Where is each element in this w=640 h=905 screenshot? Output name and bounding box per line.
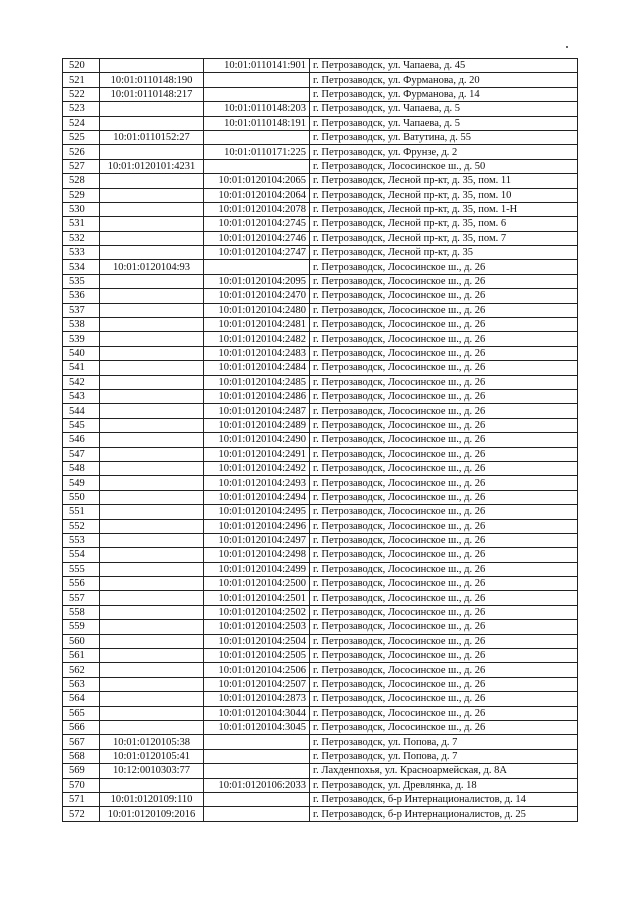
- land-cadastral-cell: [100, 145, 204, 159]
- building-cadastral-cell: 10:01:0120104:2504: [204, 634, 310, 648]
- row-number-cell: 554: [63, 548, 100, 562]
- row-number-cell: 550: [63, 490, 100, 504]
- address-cell: г. Петрозаводск, Лососинское ш., д. 26: [310, 620, 578, 634]
- land-cadastral-cell: [100, 418, 204, 432]
- building-cadastral-cell: 10:01:0120104:2493: [204, 476, 310, 490]
- land-cadastral-cell: 10:01:0120109:2016: [100, 807, 204, 821]
- property-table-body: [63, 59, 578, 822]
- row-number-cell: 563: [63, 677, 100, 691]
- row-number-cell: 548: [63, 461, 100, 475]
- land-cadastral-cell: [100, 433, 204, 447]
- table-row: [63, 476, 578, 490]
- row-number-cell: 568: [63, 749, 100, 763]
- table-row: [63, 548, 578, 562]
- row-number-cell: 533: [63, 246, 100, 260]
- row-number-cell: 549: [63, 476, 100, 490]
- building-cadastral-cell: [204, 87, 310, 101]
- building-cadastral-cell: 10:01:0120104:2497: [204, 533, 310, 547]
- building-cadastral-cell: 10:01:0120104:2498: [204, 548, 310, 562]
- table-row: [63, 649, 578, 663]
- row-number-cell: 569: [63, 764, 100, 778]
- table-row: [63, 202, 578, 216]
- table-row: [63, 505, 578, 519]
- land-cadastral-cell: [100, 59, 204, 73]
- building-cadastral-cell: 10:01:0120106:2033: [204, 778, 310, 792]
- land-cadastral-cell: [100, 447, 204, 461]
- row-number-cell: 567: [63, 735, 100, 749]
- land-cadastral-cell: [100, 490, 204, 504]
- table-row: [63, 764, 578, 778]
- building-cadastral-cell: 10:01:0120104:2487: [204, 404, 310, 418]
- row-number-cell: 537: [63, 303, 100, 317]
- building-cadastral-cell: 10:01:0120104:2507: [204, 677, 310, 691]
- land-cadastral-cell: [100, 663, 204, 677]
- address-cell: г. Петрозаводск, Лососинское ш., д. 50: [310, 159, 578, 173]
- land-cadastral-cell: [100, 620, 204, 634]
- table-row: [63, 433, 578, 447]
- building-cadastral-cell: 10:01:0120104:2746: [204, 231, 310, 245]
- land-cadastral-cell: [100, 692, 204, 706]
- row-number-cell: 556: [63, 577, 100, 591]
- building-cadastral-cell: [204, 260, 310, 274]
- row-number-cell: 541: [63, 361, 100, 375]
- building-cadastral-cell: 10:01:0120104:2490: [204, 433, 310, 447]
- land-cadastral-cell: [100, 346, 204, 360]
- building-cadastral-cell: [204, 130, 310, 144]
- land-cadastral-cell: [100, 202, 204, 216]
- table-row: [63, 577, 578, 591]
- table-row: [63, 389, 578, 403]
- building-cadastral-cell: 10:01:0120104:2494: [204, 490, 310, 504]
- row-number-cell: 553: [63, 533, 100, 547]
- row-number-cell: 562: [63, 663, 100, 677]
- building-cadastral-cell: 10:01:0120104:2496: [204, 519, 310, 533]
- address-cell: г. Петрозаводск, Лососинское ш., д. 26: [310, 433, 578, 447]
- address-cell: г. Петрозаводск, ул. Древлянка, д. 18: [310, 778, 578, 792]
- land-cadastral-cell: [100, 778, 204, 792]
- building-cadastral-cell: 10:01:0120104:2078: [204, 202, 310, 216]
- land-cadastral-cell: [100, 332, 204, 346]
- building-cadastral-cell: 10:01:0120104:3044: [204, 706, 310, 720]
- building-cadastral-cell: 10:01:0120104:2491: [204, 447, 310, 461]
- table-row: [63, 605, 578, 619]
- row-number-cell: 565: [63, 706, 100, 720]
- table-row: [63, 404, 578, 418]
- address-cell: г. Петрозаводск, ул. Чапаева, д. 5: [310, 102, 578, 116]
- building-cadastral-cell: 10:01:0120104:2500: [204, 577, 310, 591]
- address-cell: г. Петрозаводск, Лососинское ш., д. 26: [310, 332, 578, 346]
- building-cadastral-cell: 10:01:0120104:2095: [204, 274, 310, 288]
- table-row: [63, 749, 578, 763]
- land-cadastral-cell: [100, 519, 204, 533]
- land-cadastral-cell: [100, 533, 204, 547]
- building-cadastral-cell: 10:01:0110171:225: [204, 145, 310, 159]
- table-row: [63, 145, 578, 159]
- row-number-cell: 560: [63, 634, 100, 648]
- row-number-cell: 525: [63, 130, 100, 144]
- building-cadastral-cell: 10:01:0120104:2484: [204, 361, 310, 375]
- row-number-cell: 527: [63, 159, 100, 173]
- row-number-cell: 551: [63, 505, 100, 519]
- table-row: [63, 720, 578, 734]
- address-cell: г. Петрозаводск, б-р Интернационалистов, д. 25: [310, 807, 578, 821]
- building-cadastral-cell: [204, 764, 310, 778]
- land-cadastral-cell: [100, 706, 204, 720]
- address-cell: г. Петрозаводск, Лососинское ш., д. 26: [310, 706, 578, 720]
- land-cadastral-cell: [100, 476, 204, 490]
- row-number-cell: 546: [63, 433, 100, 447]
- row-number-cell: 570: [63, 778, 100, 792]
- building-cadastral-cell: 10:01:0120104:2482: [204, 332, 310, 346]
- building-cadastral-cell: 10:01:0120104:2489: [204, 418, 310, 432]
- address-cell: г. Петрозаводск, Лесной пр-кт, д. 35, пом. 11: [310, 174, 578, 188]
- row-number-cell: 559: [63, 620, 100, 634]
- table-row: [63, 634, 578, 648]
- building-cadastral-cell: 10:01:0120104:2505: [204, 649, 310, 663]
- land-cadastral-cell: [100, 188, 204, 202]
- row-number-cell: 521: [63, 73, 100, 87]
- building-cadastral-cell: 10:01:0120104:2064: [204, 188, 310, 202]
- address-cell: г. Петрозаводск, Лесной пр-кт, д. 35, пом. 7: [310, 231, 578, 245]
- address-cell: г. Петрозаводск, Лососинское ш., д. 26: [310, 649, 578, 663]
- address-cell: г. Петрозаводск, Лососинское ш., д. 26: [310, 505, 578, 519]
- land-cadastral-cell: [100, 231, 204, 245]
- land-cadastral-cell: 10:01:0120109:110: [100, 792, 204, 806]
- table-row: [63, 188, 578, 202]
- table-row: [63, 375, 578, 389]
- row-number-cell: 552: [63, 519, 100, 533]
- land-cadastral-cell: [100, 303, 204, 317]
- table-row: [63, 533, 578, 547]
- address-cell: г. Петрозаводск, Лососинское ш., д. 26: [310, 274, 578, 288]
- land-cadastral-cell: [100, 677, 204, 691]
- table-row: [63, 692, 578, 706]
- row-number-cell: 571: [63, 792, 100, 806]
- land-cadastral-cell: [100, 461, 204, 475]
- table-row: [63, 116, 578, 130]
- building-cadastral-cell: 10:01:0120104:2499: [204, 562, 310, 576]
- land-cadastral-cell: 10:12:0010303:77: [100, 764, 204, 778]
- address-cell: г. Петрозаводск, Лососинское ш., д. 26: [310, 692, 578, 706]
- address-cell: г. Петрозаводск, ул. Фурманова, д. 14: [310, 87, 578, 101]
- scan-speck: [566, 46, 568, 48]
- address-cell: г. Петрозаводск, Лососинское ш., д. 26: [310, 346, 578, 360]
- land-cadastral-cell: [100, 361, 204, 375]
- address-cell: г. Петрозаводск, Лососинское ш., д. 26: [310, 577, 578, 591]
- land-cadastral-cell: [100, 505, 204, 519]
- land-cadastral-cell: 10:01:0110148:217: [100, 87, 204, 101]
- row-number-cell: 531: [63, 217, 100, 231]
- row-number-cell: 572: [63, 807, 100, 821]
- registry-document: [62, 58, 578, 822]
- address-cell: г. Петрозаводск, Лососинское ш., д. 26: [310, 389, 578, 403]
- row-number-cell: 561: [63, 649, 100, 663]
- address-cell: г. Петрозаводск, Лесной пр-кт, д. 35: [310, 246, 578, 260]
- building-cadastral-cell: 10:01:0120104:2745: [204, 217, 310, 231]
- address-cell: г. Петрозаводск, Лососинское ш., д. 26: [310, 260, 578, 274]
- land-cadastral-cell: 10:01:0120105:41: [100, 749, 204, 763]
- address-cell: г. Петрозаводск, Лососинское ш., д. 26: [310, 634, 578, 648]
- land-cadastral-cell: [100, 375, 204, 389]
- row-number-cell: 543: [63, 389, 100, 403]
- table-row: [63, 102, 578, 116]
- property-table: [62, 58, 578, 822]
- table-row: [63, 519, 578, 533]
- table-row: [63, 159, 578, 173]
- land-cadastral-cell: [100, 591, 204, 605]
- address-cell: г. Петрозаводск, ул. Ватутина, д. 55: [310, 130, 578, 144]
- land-cadastral-cell: [100, 289, 204, 303]
- table-row: [63, 706, 578, 720]
- building-cadastral-cell: 10:01:0120104:2483: [204, 346, 310, 360]
- table-row: [63, 735, 578, 749]
- building-cadastral-cell: 10:01:0110148:203: [204, 102, 310, 116]
- row-number-cell: 535: [63, 274, 100, 288]
- address-cell: г. Петрозаводск, ул. Чапаева, д. 45: [310, 59, 578, 73]
- building-cadastral-cell: 10:01:0120104:2470: [204, 289, 310, 303]
- land-cadastral-cell: [100, 634, 204, 648]
- table-row: [63, 461, 578, 475]
- address-cell: г. Петрозаводск, Лесной пр-кт, д. 35, пом. 1-Н: [310, 202, 578, 216]
- address-cell: г. Петрозаводск, Лососинское ш., д. 26: [310, 490, 578, 504]
- land-cadastral-cell: [100, 217, 204, 231]
- building-cadastral-cell: 10:01:0120104:2495: [204, 505, 310, 519]
- table-row: [63, 677, 578, 691]
- table-row: [63, 490, 578, 504]
- address-cell: г. Петрозаводск, Лососинское ш., д. 26: [310, 361, 578, 375]
- address-cell: г. Петрозаводск, Лососинское ш., д. 26: [310, 663, 578, 677]
- land-cadastral-cell: 10:01:0110152:27: [100, 130, 204, 144]
- land-cadastral-cell: [100, 174, 204, 188]
- building-cadastral-cell: 10:01:0110141:901: [204, 59, 310, 73]
- land-cadastral-cell: [100, 605, 204, 619]
- address-cell: г. Петрозаводск, Лососинское ш., д. 26: [310, 418, 578, 432]
- land-cadastral-cell: [100, 404, 204, 418]
- address-cell: г. Петрозаводск, Лососинское ш., д. 26: [310, 720, 578, 734]
- building-cadastral-cell: [204, 807, 310, 821]
- table-row: [63, 807, 578, 821]
- address-cell: г. Петрозаводск, Лососинское ш., д. 26: [310, 461, 578, 475]
- row-number-cell: 524: [63, 116, 100, 130]
- land-cadastral-cell: [100, 548, 204, 562]
- table-row: [63, 231, 578, 245]
- row-number-cell: 544: [63, 404, 100, 418]
- land-cadastral-cell: [100, 116, 204, 130]
- table-row: [63, 663, 578, 677]
- building-cadastral-cell: [204, 749, 310, 763]
- address-cell: г. Петрозаводск, Лососинское ш., д. 26: [310, 562, 578, 576]
- row-number-cell: 520: [63, 59, 100, 73]
- building-cadastral-cell: 10:01:0120104:2492: [204, 461, 310, 475]
- building-cadastral-cell: 10:01:0120104:2503: [204, 620, 310, 634]
- address-cell: г. Петрозаводск, Лососинское ш., д. 26: [310, 289, 578, 303]
- table-row: [63, 246, 578, 260]
- table-row: [63, 778, 578, 792]
- row-number-cell: 558: [63, 605, 100, 619]
- land-cadastral-cell: 10:01:0120104:93: [100, 260, 204, 274]
- address-cell: г. Петрозаводск, Лососинское ш., д. 26: [310, 404, 578, 418]
- building-cadastral-cell: 10:01:0120104:2501: [204, 591, 310, 605]
- table-row: [63, 620, 578, 634]
- address-cell: г. Петрозаводск, Лососинское ш., д. 26: [310, 375, 578, 389]
- table-row: [63, 59, 578, 73]
- land-cadastral-cell: [100, 562, 204, 576]
- row-number-cell: 545: [63, 418, 100, 432]
- building-cadastral-cell: [204, 73, 310, 87]
- land-cadastral-cell: 10:01:0120101:4231: [100, 159, 204, 173]
- row-number-cell: 534: [63, 260, 100, 274]
- address-cell: г. Петрозаводск, Лососинское ш., д. 26: [310, 548, 578, 562]
- table-row: [63, 361, 578, 375]
- address-cell: г. Петрозаводск, Лососинское ш., д. 26: [310, 533, 578, 547]
- address-cell: г. Петрозаводск, ул. Чапаева, д. 5: [310, 116, 578, 130]
- building-cadastral-cell: 10:01:0120104:2747: [204, 246, 310, 260]
- row-number-cell: 539: [63, 332, 100, 346]
- row-number-cell: 566: [63, 720, 100, 734]
- table-row: [63, 130, 578, 144]
- row-number-cell: 557: [63, 591, 100, 605]
- land-cadastral-cell: [100, 577, 204, 591]
- table-row: [63, 73, 578, 87]
- address-cell: г. Петрозаводск, Лососинское ш., д. 26: [310, 591, 578, 605]
- building-cadastral-cell: 10:01:0110148:191: [204, 116, 310, 130]
- land-cadastral-cell: 10:01:0120105:38: [100, 735, 204, 749]
- address-cell: г. Лахденпохья, ул. Красноармейская, д. 8А: [310, 764, 578, 778]
- building-cadastral-cell: 10:01:0120104:2506: [204, 663, 310, 677]
- building-cadastral-cell: 10:01:0120104:2480: [204, 303, 310, 317]
- address-cell: г. Петрозаводск, Лососинское ш., д. 26: [310, 303, 578, 317]
- table-row: [63, 260, 578, 274]
- table-row: [63, 346, 578, 360]
- land-cadastral-cell: [100, 274, 204, 288]
- table-row: [63, 591, 578, 605]
- building-cadastral-cell: 10:01:0120104:3045: [204, 720, 310, 734]
- row-number-cell: 528: [63, 174, 100, 188]
- address-cell: г. Петрозаводск, ул. Фрунзе, д. 2: [310, 145, 578, 159]
- table-row: [63, 87, 578, 101]
- address-cell: г. Петрозаводск, Лесной пр-кт, д. 35, пом. 10: [310, 188, 578, 202]
- building-cadastral-cell: 10:01:0120104:2486: [204, 389, 310, 403]
- table-row: [63, 217, 578, 231]
- building-cadastral-cell: 10:01:0120104:2065: [204, 174, 310, 188]
- row-number-cell: 529: [63, 188, 100, 202]
- building-cadastral-cell: [204, 735, 310, 749]
- address-cell: г. Петрозаводск, Лососинское ш., д. 26: [310, 447, 578, 461]
- row-number-cell: 530: [63, 202, 100, 216]
- table-row: [63, 792, 578, 806]
- building-cadastral-cell: 10:01:0120104:2873: [204, 692, 310, 706]
- land-cadastral-cell: [100, 102, 204, 116]
- table-row: [63, 418, 578, 432]
- table-row: [63, 174, 578, 188]
- address-cell: г. Петрозаводск, Лесной пр-кт, д. 35, пом. 6: [310, 217, 578, 231]
- row-number-cell: 526: [63, 145, 100, 159]
- row-number-cell: 532: [63, 231, 100, 245]
- building-cadastral-cell: [204, 159, 310, 173]
- table-row: [63, 303, 578, 317]
- building-cadastral-cell: [204, 792, 310, 806]
- row-number-cell: 547: [63, 447, 100, 461]
- row-number-cell: 555: [63, 562, 100, 576]
- land-cadastral-cell: [100, 389, 204, 403]
- address-cell: г. Петрозаводск, Лососинское ш., д. 26: [310, 476, 578, 490]
- table-row: [63, 332, 578, 346]
- table-row: [63, 289, 578, 303]
- address-cell: г. Петрозаводск, б-р Интернационалистов, д. 14: [310, 792, 578, 806]
- land-cadastral-cell: [100, 318, 204, 332]
- row-number-cell: 522: [63, 87, 100, 101]
- address-cell: г. Петрозаводск, Лососинское ш., д. 26: [310, 677, 578, 691]
- table-row: [63, 562, 578, 576]
- table-row: [63, 274, 578, 288]
- row-number-cell: 564: [63, 692, 100, 706]
- address-cell: г. Петрозаводск, ул. Попова, д. 7: [310, 735, 578, 749]
- land-cadastral-cell: [100, 649, 204, 663]
- address-cell: г. Петрозаводск, Лососинское ш., д. 26: [310, 519, 578, 533]
- row-number-cell: 542: [63, 375, 100, 389]
- address-cell: г. Петрозаводск, ул. Попова, д. 7: [310, 749, 578, 763]
- land-cadastral-cell: 10:01:0110148:190: [100, 73, 204, 87]
- building-cadastral-cell: 10:01:0120104:2502: [204, 605, 310, 619]
- land-cadastral-cell: [100, 720, 204, 734]
- row-number-cell: 536: [63, 289, 100, 303]
- address-cell: г. Петрозаводск, Лососинское ш., д. 26: [310, 605, 578, 619]
- row-number-cell: 523: [63, 102, 100, 116]
- building-cadastral-cell: 10:01:0120104:2485: [204, 375, 310, 389]
- address-cell: г. Петрозаводск, Лососинское ш., д. 26: [310, 318, 578, 332]
- building-cadastral-cell: 10:01:0120104:2481: [204, 318, 310, 332]
- land-cadastral-cell: [100, 246, 204, 260]
- address-cell: г. Петрозаводск, ул. Фурманова, д. 20: [310, 73, 578, 87]
- table-row: [63, 318, 578, 332]
- row-number-cell: 540: [63, 346, 100, 360]
- row-number-cell: 538: [63, 318, 100, 332]
- table-row: [63, 447, 578, 461]
